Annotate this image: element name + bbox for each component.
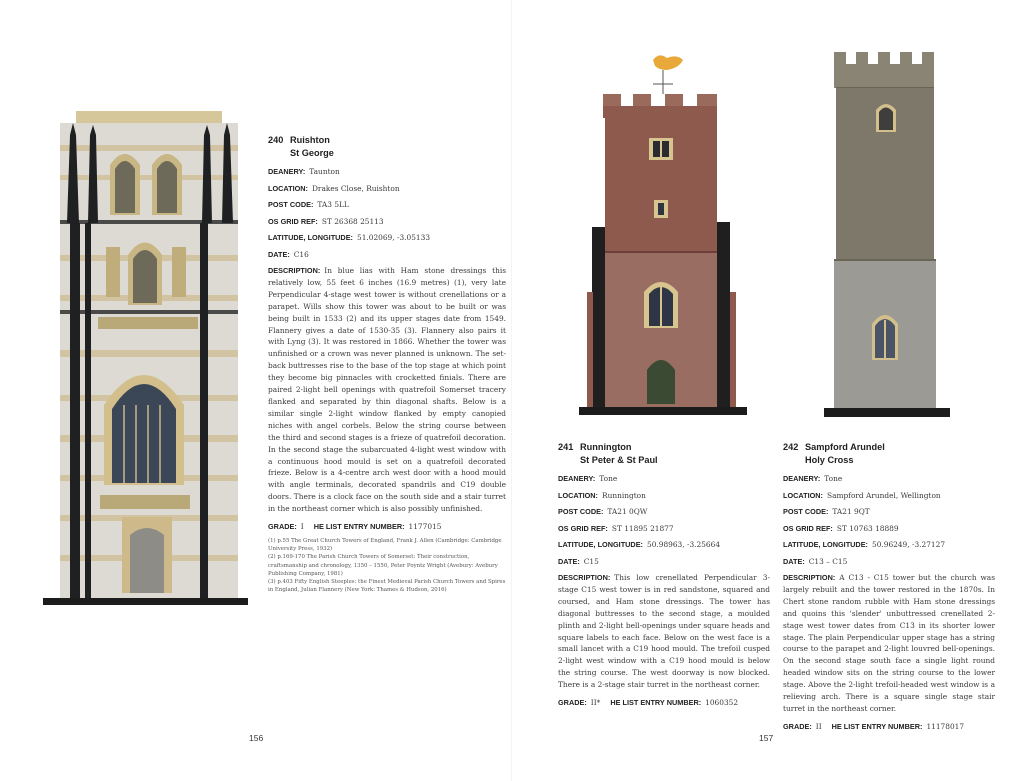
field-label: POST CODE: xyxy=(558,507,604,516)
field-lat-long xyxy=(558,539,770,551)
entry-dedication: St Peter & St Paul xyxy=(580,455,658,465)
he-label: HE LIST ENTRY NUMBER: xyxy=(610,698,702,708)
field-date xyxy=(783,556,995,568)
entry-description xyxy=(783,572,995,715)
field-location xyxy=(783,490,995,502)
field-value: Drakes Close, Ruishton xyxy=(312,183,400,193)
entry-title xyxy=(558,441,770,467)
field-value: TA21 9QT xyxy=(832,507,870,516)
field-label: POST CODE: xyxy=(783,507,829,516)
field-value: TA3 5LL xyxy=(317,200,349,209)
entry-title xyxy=(783,441,995,467)
grade-label: GRADE: xyxy=(268,522,297,532)
entry-place: Ruishton xyxy=(290,135,330,145)
field-value: Sampford Arundel, Wellington xyxy=(827,490,941,500)
entry-place: Runnington xyxy=(580,442,632,452)
field-label: DEANERY: xyxy=(558,474,596,483)
grade-value: II* xyxy=(590,698,601,708)
footnote: (2) p.169-170 The Parish Church Towers of Somerset: Their construction, craftsmanship and chronology, 1350 – 1550, Peter Poyntz Wright (Avebury: Avebury Publishing Company, 1981) xyxy=(268,554,498,577)
field-location xyxy=(558,490,770,502)
grade-line xyxy=(268,521,506,533)
page-number-right: 157 xyxy=(759,733,774,743)
field-value: C15 xyxy=(583,556,599,566)
field-os-grid-ref xyxy=(268,216,506,228)
field-deanery xyxy=(783,473,995,485)
entry-place: Sampford Arundel xyxy=(805,442,885,452)
field-label: OS GRID REF: xyxy=(268,216,318,226)
field-lat-long xyxy=(783,539,995,551)
grade-line xyxy=(558,697,770,709)
he-label: HE LIST ENTRY NUMBER: xyxy=(831,721,923,731)
field-lat-long xyxy=(268,232,506,244)
description-label: DESCRIPTION: xyxy=(558,573,611,582)
field-post-code xyxy=(268,199,506,211)
field-value: 50.98963, -3.25664 xyxy=(647,540,721,549)
description-label: DESCRIPTION: xyxy=(268,266,321,275)
sampford-arundel-tower-illustration xyxy=(812,48,972,423)
field-value: Tone xyxy=(824,474,843,483)
he-label: HE LIST ENTRY NUMBER: xyxy=(313,522,405,532)
field-deanery xyxy=(268,166,506,178)
field-value: Runnington xyxy=(602,490,646,500)
page-number-left: 156 xyxy=(249,733,264,743)
field-label: LATITUDE, LONGITUDE: xyxy=(268,233,353,242)
field-label: LOCATION: xyxy=(558,490,598,500)
entry-dedication: St George xyxy=(290,148,334,158)
weathercock-icon xyxy=(653,55,683,70)
entry-title xyxy=(268,134,506,160)
description-text: In blue lias with Ham stone dressings this relatively low, 55 feet 6 inches (16.9 metres) (1), very late Perpendicular 4-stage west tower is without crenellations or a parapet. Wills show this tower was about to be built or was being built in 1533 (2) and its upper stages date from 1549. Flannery gives a date of 1530-35 (3). Flannery also pairs it with Lyng (3). It was restored in 1866. Whether the tower was unfinished or a crown was never planned is unknown. The set-back buttresses rise to the base of the top stage at which point they become big pinnacles with crocketted finials. There are paired 2-light bell openings with quatrefoil Somerset tracery flanked and separated by thin diagonal shafts. Below is a similar single 2-light window flanked by empty canopied niches with angel corbels. Below the string course between the third and second stages is a frieze of quatrefoil decoration. In the second stage the subarcuated 4-light west window with a continuous hood mould is set on a quatrefoil decorated frieze. Below is a 4-centre arch west door with a hood mould with angle terminals, decorated spandrils and C19 double doors. There is a clock face on the south side and a stair turret in the northeast corner which is also possibly unfinished. xyxy=(268,266,506,514)
field-label: LATITUDE, LONGITUDE: xyxy=(558,540,643,549)
he-number: 1060352 xyxy=(705,698,739,708)
footnotes xyxy=(268,537,506,594)
field-label: LATITUDE, LONGITUDE: xyxy=(783,540,868,549)
he-number: 1177015 xyxy=(408,522,442,532)
description-text: This low crenellated Perpendicular 3-stage C15 west tower is in red sandstone, squared and coursed, and Ham stone dressings. The tower has diagonal buttresses to the second stage, a moulded plinth and 2-light bell-openings under square heads and square labels to each face. Below on the west face is a small lancet with a C19 hood mould. The trefoil cusped 2-light west window with a C19 hood mould is below the string course. The west doorway is now blocked. There is a 2-stage stair turret in the northeast corner. xyxy=(558,573,770,690)
field-os-grid-ref xyxy=(783,523,995,535)
field-value: ST 11895 21877 xyxy=(611,523,674,533)
field-label: POST CODE: xyxy=(268,200,314,209)
ruishton-tower-illustration xyxy=(40,105,250,610)
field-value: ST 10763 18889 xyxy=(836,523,899,533)
footnote: (1) p.55 The Great Church Towers of England, Frank J. Allen (Cambridge: Cambridge University Press, 1932) xyxy=(268,537,502,553)
field-value: 51.02069, -3.05133 xyxy=(357,233,431,242)
field-value: ST 26368 25113 xyxy=(321,216,384,226)
grade-value: II xyxy=(815,721,822,731)
entry-240 xyxy=(268,134,506,594)
grade-label: GRADE: xyxy=(783,721,812,731)
entry-242 xyxy=(783,441,995,737)
field-date xyxy=(558,556,770,568)
entry-description xyxy=(268,265,506,515)
field-label: DEANERY: xyxy=(783,474,821,483)
description-label: DESCRIPTION: xyxy=(783,573,836,582)
field-value: C13 – C15 xyxy=(808,556,848,566)
field-location xyxy=(268,183,506,195)
entry-number: 242 xyxy=(783,442,799,452)
field-label: DEANERY: xyxy=(268,167,306,176)
field-date xyxy=(268,249,506,261)
runnington-tower-illustration xyxy=(567,52,757,420)
field-label: DATE: xyxy=(783,556,805,566)
field-value: Taunton xyxy=(309,167,340,176)
right-page xyxy=(512,0,1024,781)
field-os-grid-ref xyxy=(558,523,770,535)
entry-number: 240 xyxy=(268,135,284,145)
footnote: (3) p.403 Fifty English Steeples: the Finest Medieval Parish Church Towers and Spires in England, Julian Flannery (New York: Thames & Hudson, 2016) xyxy=(268,578,506,594)
field-label: DATE: xyxy=(268,249,290,259)
field-label: LOCATION: xyxy=(268,183,308,193)
entry-dedication: Holy Cross xyxy=(805,455,854,465)
field-label: OS GRID REF: xyxy=(558,523,608,533)
field-deanery xyxy=(558,473,770,485)
grade-line xyxy=(783,721,995,733)
field-post-code xyxy=(783,506,995,518)
grade-value: I xyxy=(300,522,304,532)
grade-label: GRADE: xyxy=(558,698,587,708)
entry-241 xyxy=(558,441,770,713)
field-label: OS GRID REF: xyxy=(783,523,833,533)
field-post-code xyxy=(558,506,770,518)
field-value: TA21 0QW xyxy=(607,507,648,516)
he-number: 11178017 xyxy=(926,721,965,731)
field-label: DATE: xyxy=(558,556,580,566)
field-value: 50.96249, -3.27127 xyxy=(872,540,946,549)
field-value: Tone xyxy=(599,474,618,483)
description-text: A C13 - C15 tower but the church was largely rebuilt and the tower restored in the 1870s. In Chert stone random rubble with Ham stone dressings and quoins this 'slender' unbuttressed crenellated 2-stage west tower dates from C13 in its shorter lower stage. The plain Perpendicular upper stage has a string course to the parapet and 2-light louvred bell-openings. On the second stage south face a single light round headed window sits on the string course to the lower stage. Above the 2-light trefoil-headed west window is a relieving arch. There is a square single stage stair turret in the northeast corner. xyxy=(783,573,995,713)
field-label: LOCATION: xyxy=(783,490,823,500)
entry-description xyxy=(558,572,770,691)
entry-number: 241 xyxy=(558,442,574,452)
field-value: C16 xyxy=(293,249,309,259)
